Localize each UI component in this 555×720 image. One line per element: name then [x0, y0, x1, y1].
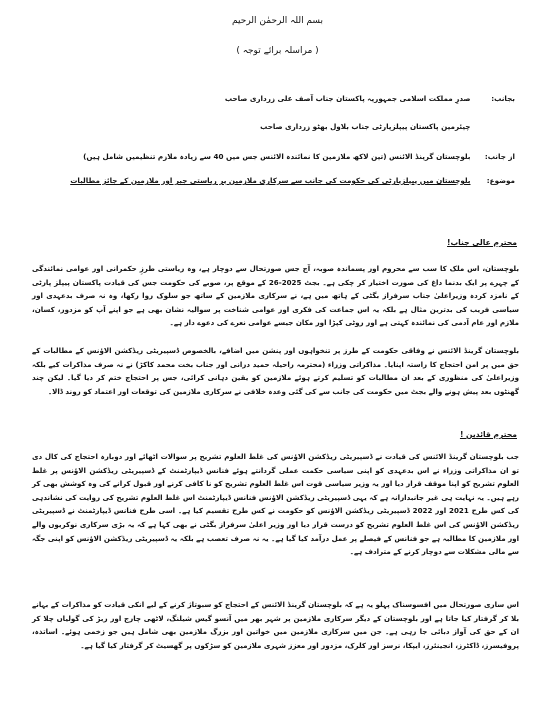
- bismillah-heading: بسم اللہ الرحمٰن الرحیم: [232, 16, 323, 26]
- paragraph-4: اس ساری صورتحال میں افسوسناک پہلو یہ ہے کہ بلوچستان گرینڈ الائنس کے احتجاج کو سبوتاژ کرنے کے لیے انکی قیادت کو مذاکرات کے بہانے بلا کر گرفتار کیا جاتا ہے اور بلوچستان کے دیگر سرکاری ملازمین پر شہر بھر میں آنسو گیس شیلنگ، لاٹھی چارج اور ربڑ کی گولیاں چلا کر ان کے حق کی آواز دبائی جا رہی ہے۔ جن میں سرکاری ملازمین میں خواتین اور بزرگ ملازمین بھی شامل ہیں جو زخمی ہوئے۔ اساتذہ، پروفیسرز، ڈاکٹرز، انجینئرز، ایپکا، نرسز اور کلرک، مزدور اور معزز شہری ملازمین کو سڑکوں پر گھسیٹ کر گرفتار کیا گیا ہے۔: [32, 600, 519, 650]
- salutation-heading-2: محترم قائدین !: [459, 430, 517, 439]
- addressed-to-line1: [40, 94, 515, 103]
- addressed-to-label: بجانب:: [491, 94, 515, 103]
- paragraph-3: جب بلوچستان گرینڈ الائنس کی قیادت نے ڈسپیریٹی ریڈکشن الاؤنس کی غلط العلوم تشریح پر سوالات اٹھائے اور دوبارہ احتجاج کی کال دی تو ان مذاکراتی وزراء نے اس بدعہدی کو اپنی سیاسی حکمت عملی گردانتے ہوئے فنانس ڈیپارٹمنٹ کے ڈسپیریٹی ریڈکشن الاؤنس پر غلط العلوم تشریح کو اپنا موقف قرار دیا اور یہ وزیر سیاسی قوت اس غلط العلوم تشریح کو نا کافی کرنے اور قبول کرانے کی وہ کوشش بھی کر رہے ہیں۔ یہ نہایت ہی غیر جانبدارانہ ہے کہ یہی ڈسپیریٹی ریڈکشن الاؤنس فنانس ڈیپارٹمنٹ اس غلط العلوم تشریح کی روایت کی نشاندہی کی کس طرح 2021 اور 2022 ڈسپیریٹی ریڈکشن الاؤنس کو حکومت نے کس طرح تقسیم کیا ہے۔ اسی طرح فنانس ڈیپارٹمنٹ نے ڈسپیریٹی ریڈکشن الاؤنس کی اس غلط العلوم تشریح کو درست قرار دیا اور وزیر اعلیٰ سرفراز بگٹی نے بھی کہا ہے کہ یہ بڑی سرکاری نوکریوں والے اور ملازمین کا مطالبہ ہے جو فنانس کے فیصلے پر عمل درآمد کیا گیا ہے۔ یہ نہ صرف تعصب ہے بلکہ یہ ڈسپیریٹی ریڈکشن الاؤنس کو اپنی جگہ سے مالی مشکلات سے دوچار کرنے کے مترادف ہے۔: [32, 452, 519, 557]
- from-line: [40, 152, 515, 161]
- paragraph-1: بلوچستان، اس ملک کا سب سے محروم اور پسماندہ صوبہ، آج جس صورتحال سے دوچار ہے، وہ ریاستی طرزِ حکمرانی اور عوامی نمائندگی کے چہرے پر ایک بدنما داغ کی صورت اختیار کر چکی ہے۔ بجٹ 2025-26 کے موقع پر، صوبے کی حکومت جس کی قیادت پاکستان پیپلز پارٹی کے نامزد کردہ وزیراعلیٰ جناب سرفراز بگٹی کے ہاتھ میں ہے، نے سرکاری ملازمین کے ساتھ جو سلوک روا رکھا، وہ نہ صرف بدعہدی اور سیاسی فریب کی بدترین مثال ہے بلکہ یہ اس جماعت کی فکری اور عوامی شناخت پر سوالیہ نشان بھی ہے جو اپنے آپ کو مزدور، کسان، ملازم اور عام آدمی کی نمائندہ کہتی ہے اور روٹی کپڑا اور مکان جیسے عوامی نعرے کی دعوے دار ہے۔: [32, 264, 520, 328]
- from-value: بلوچستان گرینڈ الائنس (تین لاکھ ملازمین کا نمائندہ الائنس جس میں 40 سے زیادہ ملازم تنظیمیں شامل ہیں): [83, 152, 471, 161]
- subject-label: موضوع:: [486, 176, 515, 185]
- letter-caption: ( مراسلہ برائے توجہ ): [236, 46, 319, 56]
- salutation-heading-1: محترم عالی جناب!: [447, 238, 517, 247]
- paragraph-2: بلوچستان گرینڈ الائنس نے وفاقی حکومت کے طرز پر تنخواہوں اور پنشن میں اضافے، بالخصوص ڈسپیریٹی ریڈکشن الاؤنس کے مطالبات کے حق میں پر امن احتجاج کا راستہ اپنایا۔ مذاکراتی وزراء (محترمہ راحیلہ حمید درانی اور جناب بخت محمد کاکڑ) نے نہ صرف مذاکرات کیے بلکہ وزیراعلیٰ کی منظوری کے بعد ان مطالبات کو تسلیم کرتے ہوئے ملازمین کو یقین دہانی کرائی، جس پر احتجاج ختم کر دیا گیا۔ لیکن چند گھنٹوں بعد پیش ہونے والے بجٹ میں حکومت کی جانب سے کی گئی وعدہ خلافی نے سرکاری ملازمین کی توقعات اور اعتماد کو روند ڈالا۔: [32, 346, 519, 396]
- addressed-to-value2: چیئرمین پاکستان پیپلزپارٹی جناب بلاول بھٹو زرداری صاحب: [260, 122, 471, 131]
- subject-value: بلوچستان میں پیپلزپارٹی کی حکومت کی جانب سے سرکاری ملازمین پر ریاستی جبر اور ملازمین کے جائز مطالبات: [70, 176, 471, 185]
- from-label: از جانب:: [484, 152, 515, 161]
- addressed-to-line2: [40, 122, 515, 131]
- subject-line: [40, 176, 515, 185]
- addressed-to-value1: صدرِ مملکت اسلامی جمہوریہ پاکستان جناب آصف علی زرداری صاحب: [224, 94, 471, 103]
